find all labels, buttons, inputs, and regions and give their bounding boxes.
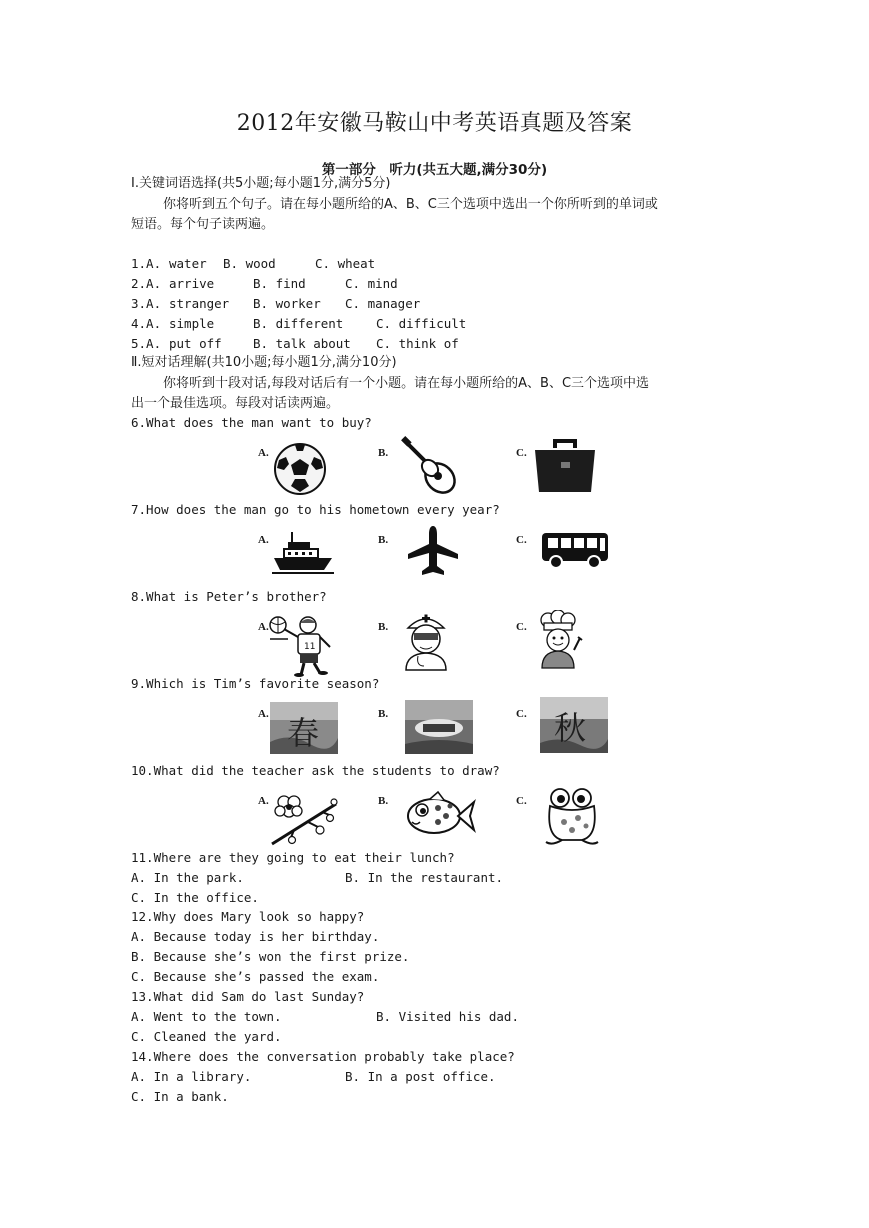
option-b: B. Because she’s won the first prize. <box>131 949 410 964</box>
option-c: C. mind <box>345 276 398 291</box>
option-label-a: A. <box>258 621 269 633</box>
option-a: A. Because today is her birthday. <box>131 929 380 944</box>
ship-icon <box>272 530 334 576</box>
fish-icon <box>404 790 476 842</box>
option-a: A. In a library. <box>131 1069 252 1084</box>
option-label-b: B. <box>378 795 389 807</box>
part-heading: 第一部分 听力(共五大题,满分30分) <box>321 162 548 178</box>
question-6: 6.What does the man want to buy? <box>131 415 372 430</box>
option-b: B. In a post office. <box>345 1069 496 1084</box>
option-label-c: C. <box>516 795 527 807</box>
option-c: C. Because she’s passed the exam. <box>131 969 380 984</box>
bus-icon <box>540 530 610 570</box>
item-number: 1.A. <box>131 256 162 271</box>
item-number: 4.A. <box>131 316 162 331</box>
option-b: B. wood <box>223 256 276 271</box>
section1-instruction: 你将听到五个句子。请在每小题所给的A、B、C三个选项中选出一个你所听到的单词或 <box>163 197 658 212</box>
option-c: C. In the office. <box>131 890 259 905</box>
option-label-c: C. <box>516 447 527 459</box>
cook-icon <box>530 610 586 672</box>
question-10: 10.What did the teacher ask the students to draw? <box>131 763 500 778</box>
page-title: 2012年安徽马鞍山中考英语真题及答案 <box>236 111 633 136</box>
question-8: 8.What is Peter’s brother? <box>131 589 327 604</box>
option-label-a: A. <box>258 708 269 720</box>
option-c: C. difficult <box>376 316 467 331</box>
option-c: C. think of <box>376 336 459 351</box>
spring-picture <box>270 702 338 754</box>
option-b: B. In the restaurant. <box>345 870 504 885</box>
option-label-b: B. <box>378 621 389 633</box>
option-c: C. wheat <box>315 256 376 271</box>
option-label-c: C. <box>516 621 527 633</box>
item-number: 2.A. <box>131 276 162 291</box>
basketball-player-icon <box>268 613 338 677</box>
frog-icon <box>542 786 602 848</box>
briefcase-icon <box>531 436 599 496</box>
question-11: 11.Where are they going to eat their lunch? <box>131 850 455 865</box>
option-b: B. find <box>253 276 306 291</box>
option-a: A. In the park. <box>131 870 244 885</box>
option-label-b: B. <box>378 447 389 459</box>
option-label-b: B. <box>378 708 389 720</box>
option-b: B. Visited his dad. <box>376 1009 519 1024</box>
question-12: 12.Why does Mary look so happy? <box>131 909 365 924</box>
doctor-icon <box>398 612 454 672</box>
item-number: 5.A. <box>131 336 162 351</box>
option-c: C. In a bank. <box>131 1089 229 1104</box>
option-a: water <box>169 256 207 271</box>
option-a: A. Went to the town. <box>131 1009 282 1024</box>
option-c: C. manager <box>345 296 421 311</box>
svg-text:秋: 秋 <box>554 709 587 747</box>
option-b: B. different <box>253 316 344 331</box>
section2-instruction-cont: 出一个最佳选项。每段对话读两遍。 <box>131 396 340 411</box>
option-label-a: A. <box>258 795 269 807</box>
summer-picture <box>405 700 473 754</box>
option-label-a: A. <box>258 447 269 459</box>
option-b: B. worker <box>253 296 321 311</box>
section1-instruction-cont: 短语。每个句子读两遍。 <box>131 217 275 232</box>
airplane-icon <box>406 524 460 578</box>
svg-text:春: 春 <box>287 714 320 752</box>
autumn-picture <box>540 697 608 753</box>
flower-branch-icon <box>268 790 340 848</box>
option-label-c: C. <box>516 534 527 546</box>
section2-heading: Ⅱ.短对话理解(共10小题;每小题1分,满分10分) <box>131 355 397 370</box>
option-a: stranger <box>169 296 230 311</box>
svg-text:11: 11 <box>304 642 316 652</box>
guitar-icon <box>400 436 462 498</box>
item-number: 3.A. <box>131 296 162 311</box>
option-label-c: C. <box>516 708 527 720</box>
option-a: arrive <box>169 276 215 291</box>
question-13: 13.What did Sam do last Sunday? <box>131 989 365 1004</box>
section2-instruction: 你将听到十段对话,每段对话后有一个小题。请在每小题所给的A、B、C三个选项中选 <box>163 376 650 391</box>
question-14: 14.Where does the conversation probably take place? <box>131 1049 515 1064</box>
option-b: B. talk about <box>253 336 351 351</box>
option-c: C. Cleaned the yard. <box>131 1029 282 1044</box>
option-a: put off <box>169 336 222 351</box>
question-9: 9.Which is Tim’s favorite season? <box>131 676 380 691</box>
option-label-b: B. <box>378 534 389 546</box>
question-7: 7.How does the man go to his hometown every year? <box>131 502 500 517</box>
football-icon <box>273 442 327 496</box>
section1-heading: Ⅰ.关键词语选择(共5小题;每小题1分,满分5分) <box>131 176 391 191</box>
option-a: simple <box>169 316 215 331</box>
option-label-a: A. <box>258 534 269 546</box>
